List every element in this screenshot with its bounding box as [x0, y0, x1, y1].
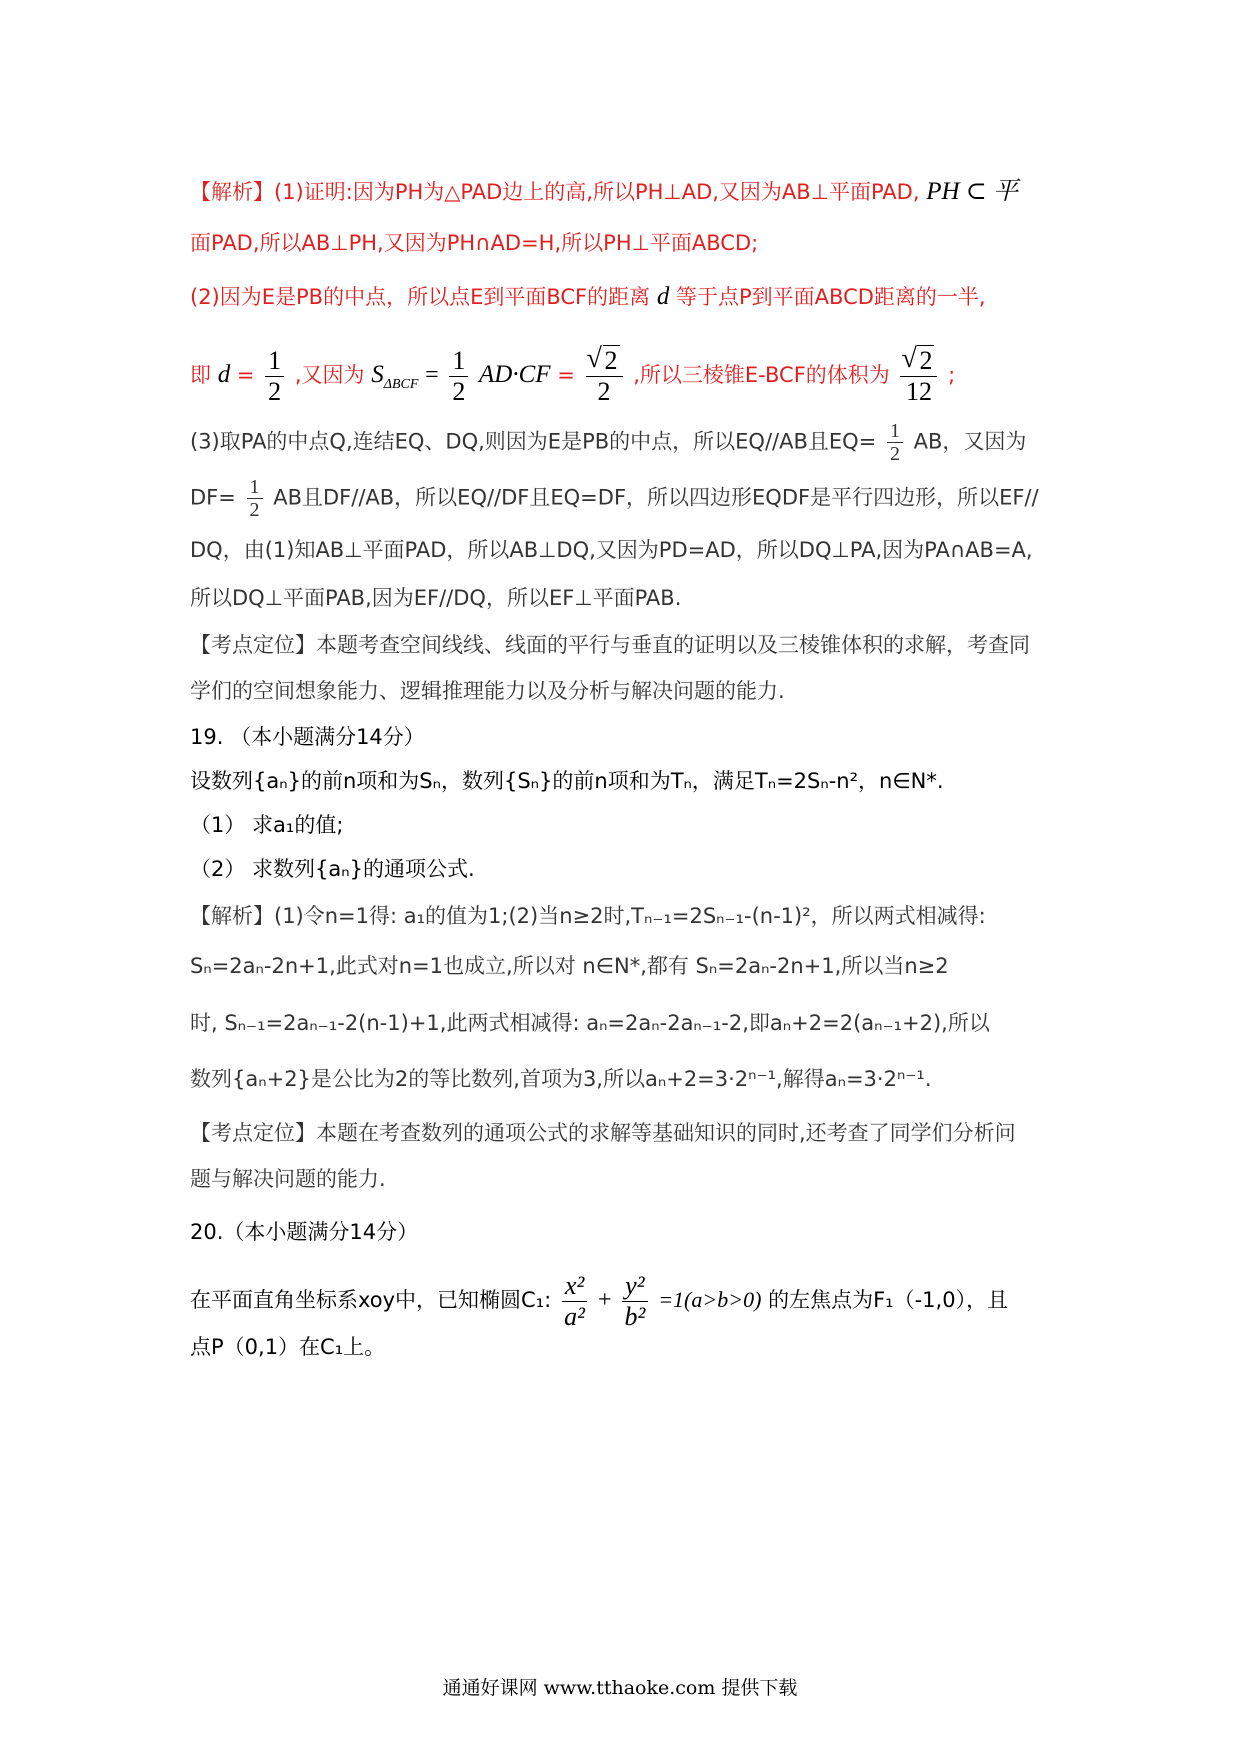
s18-line-5b: AB，又因为 — [913, 429, 1027, 454]
s18-eq1: = — [236, 363, 255, 387]
s18-half-num-4: 1 — [247, 476, 263, 499]
s19-title: 19. （本小题满分14分） — [190, 725, 425, 749]
s20-title: 20.（本小题满分14分） — [190, 1220, 419, 1244]
s19-answer-3: 时, Sₙ₋₁=2aₙ₋₁-2(n-1)+1,此两式相减得: aₙ=2aₙ-2aₙ₋₁-2,即aₙ+2=2(aₙ₋₁+2),所以 — [190, 1011, 990, 1035]
s18-d-symbol: d — [656, 283, 670, 310]
s18-line-5 — [190, 420, 1026, 465]
s18-line-3 — [190, 280, 986, 314]
s18-line-4 — [190, 340, 955, 410]
s20-line-1a: 在平面直角坐标系xoy中，已知椭圆C₁: — [190, 1288, 552, 1312]
s18-area-symbol — [371, 361, 419, 392]
s20-b2: b² — [624, 1301, 646, 1331]
s20-y-frac — [622, 1271, 647, 1332]
s18-half-num-3: 1 — [887, 420, 903, 443]
s18-sqrt2-rad: 2 — [604, 345, 618, 375]
s18-half-num-2: 1 — [449, 346, 468, 377]
s18-volume-rad: 2 — [919, 345, 933, 375]
s20-line-1 — [190, 1262, 1008, 1338]
s20-cond: =1(a>b>0) — [658, 1287, 762, 1312]
s19-key-2: 题与解决问题的能力. — [190, 1167, 386, 1191]
s18-line-3b: 等于点P到平面ABCD距离的一半, — [676, 285, 986, 309]
s20-plus: + — [597, 1287, 612, 1313]
s18-half-frac-4 — [247, 476, 263, 521]
s18-volume-num — [900, 346, 937, 377]
s20-x2: x² — [562, 1271, 587, 1302]
s18-d2: d — [217, 361, 231, 388]
s18-sqrt2-den: 2 — [597, 376, 611, 406]
s19-answer-2: Sₙ=2aₙ-2n+1,此式对n=1也成立,所以对 n∈N*,都有 Sₙ=2aₙ-2n+1,所以当n≥2 — [190, 954, 949, 978]
s19-answer-1: 【解析】(1)令n=1得: a₁的值为1;(2)当n≥2时,Tₙ₋₁=2Sₙ₋₁-(n-1)²，所以两式相减得: — [190, 904, 986, 928]
s18-sqrt2-frac — [586, 346, 623, 407]
s18-half-den-4: 2 — [249, 499, 260, 521]
s18-half-den-2: 2 — [452, 376, 466, 406]
s18-line-6a: DF= — [190, 485, 236, 510]
s18-eq2: = — [425, 362, 439, 388]
s19-answer-4: 数列{aₙ+2}是公比为2的等比数列,首项为3,所以aₙ+2=3·2ⁿ⁻¹,解得aₙ=3·2ⁿ⁻¹. — [190, 1067, 932, 1091]
s18-tail: ,所以三棱锥E-BCF的体积为 — [633, 363, 890, 387]
s19-question-1: （1） 求a₁的值; — [190, 813, 344, 837]
s20-y2: y² — [622, 1271, 647, 1302]
s18-line-6 — [190, 476, 1039, 521]
s18-line-1-math: PH ⊂ 平 — [926, 178, 1018, 205]
s18-line-9: 【考点定位】本题考查空间线线、线面的平行与垂直的证明以及三棱锥体积的求解，考查同 — [190, 633, 1030, 657]
s19-key-1: 【考点定位】本题在考查数列的通项公式的求解等基础知识的同时,还考查了同学们分析问 — [190, 1121, 1016, 1145]
s18-line-3a: (2)因为E是PB的中点，所以点E到平面BCF的距离 — [190, 285, 651, 309]
s18-line-10: 学们的空间想象能力、逻辑推理能力以及分析与解决问题的能力. — [190, 679, 785, 703]
s18-S-sub: ΔBCF — [383, 377, 419, 392]
s18-line-8: 所以DQ⊥平面PAB,因为EF//DQ，所以EF⊥平面PAB. — [190, 586, 682, 610]
s18-S: S — [371, 361, 384, 388]
s18-adcf: AD·CF — [479, 361, 551, 388]
s18-half-den: 2 — [268, 376, 282, 406]
s18-line-5a: (3)取PA的中点Q,连结EQ、DQ,则因为E是PB的中点，所以EQ//AB且EQ= — [190, 429, 877, 454]
s18-volume-frac — [900, 346, 937, 407]
s18-line-6b: AB且DF//AB，所以EQ//DF且EQ=DF，所以四边形EQDF是平行四边形，所以EF// — [273, 485, 1039, 510]
s20-line-1b: 的左焦点为F₁（-1,0），且 — [768, 1288, 1009, 1312]
s18-half-num: 1 — [265, 346, 284, 377]
s19-question-2: （2） 求数列{aₙ}的通项公式. — [190, 857, 475, 881]
s18-volume-den: 12 — [905, 376, 932, 406]
s18-line-1-text: 【解析】(1)证明:因为PH为△PAD边上的高,所以PH⊥AD,又因为AB⊥平面PAD, — [190, 180, 920, 204]
s20-x-frac — [562, 1271, 587, 1332]
s18-line-2: 面PAD,所以AB⊥PH,又因为PH∩AD=H,所以PH⊥平面ABCD; — [190, 231, 759, 255]
s18-mid: ,又因为 — [294, 363, 365, 387]
s18-half-frac — [265, 346, 284, 407]
s20-line-2: 点P（0,1）在C₁上。 — [190, 1335, 386, 1359]
s18-ji: 即 — [190, 363, 211, 387]
s19-stem: 设数列{aₙ}的前n项和为Sₙ，数列{Sₙ}的前n项和为Tₙ，满足Tₙ=2Sₙ-n²，n∈N*. — [190, 769, 944, 793]
s18-end: ; — [948, 363, 956, 387]
s18-line-1 — [190, 175, 1018, 209]
s18-half-frac-2 — [449, 346, 468, 407]
s18-half-frac-3 — [887, 420, 903, 465]
page-footer: 通通好课网 www.tthaoke.com 提供下载 — [442, 1677, 798, 1699]
s18-sqrt2-num — [586, 346, 623, 377]
s18-eq3: = — [557, 363, 575, 387]
s20-a2: a² — [564, 1301, 585, 1331]
s18-line-7: DQ，由(1)知AB⊥平面PAD，所以AB⊥DQ,又因为PD=AD，所以DQ⊥PA,因为PA∩AB=A, — [190, 538, 1033, 562]
s18-half-den-3: 2 — [889, 443, 900, 465]
